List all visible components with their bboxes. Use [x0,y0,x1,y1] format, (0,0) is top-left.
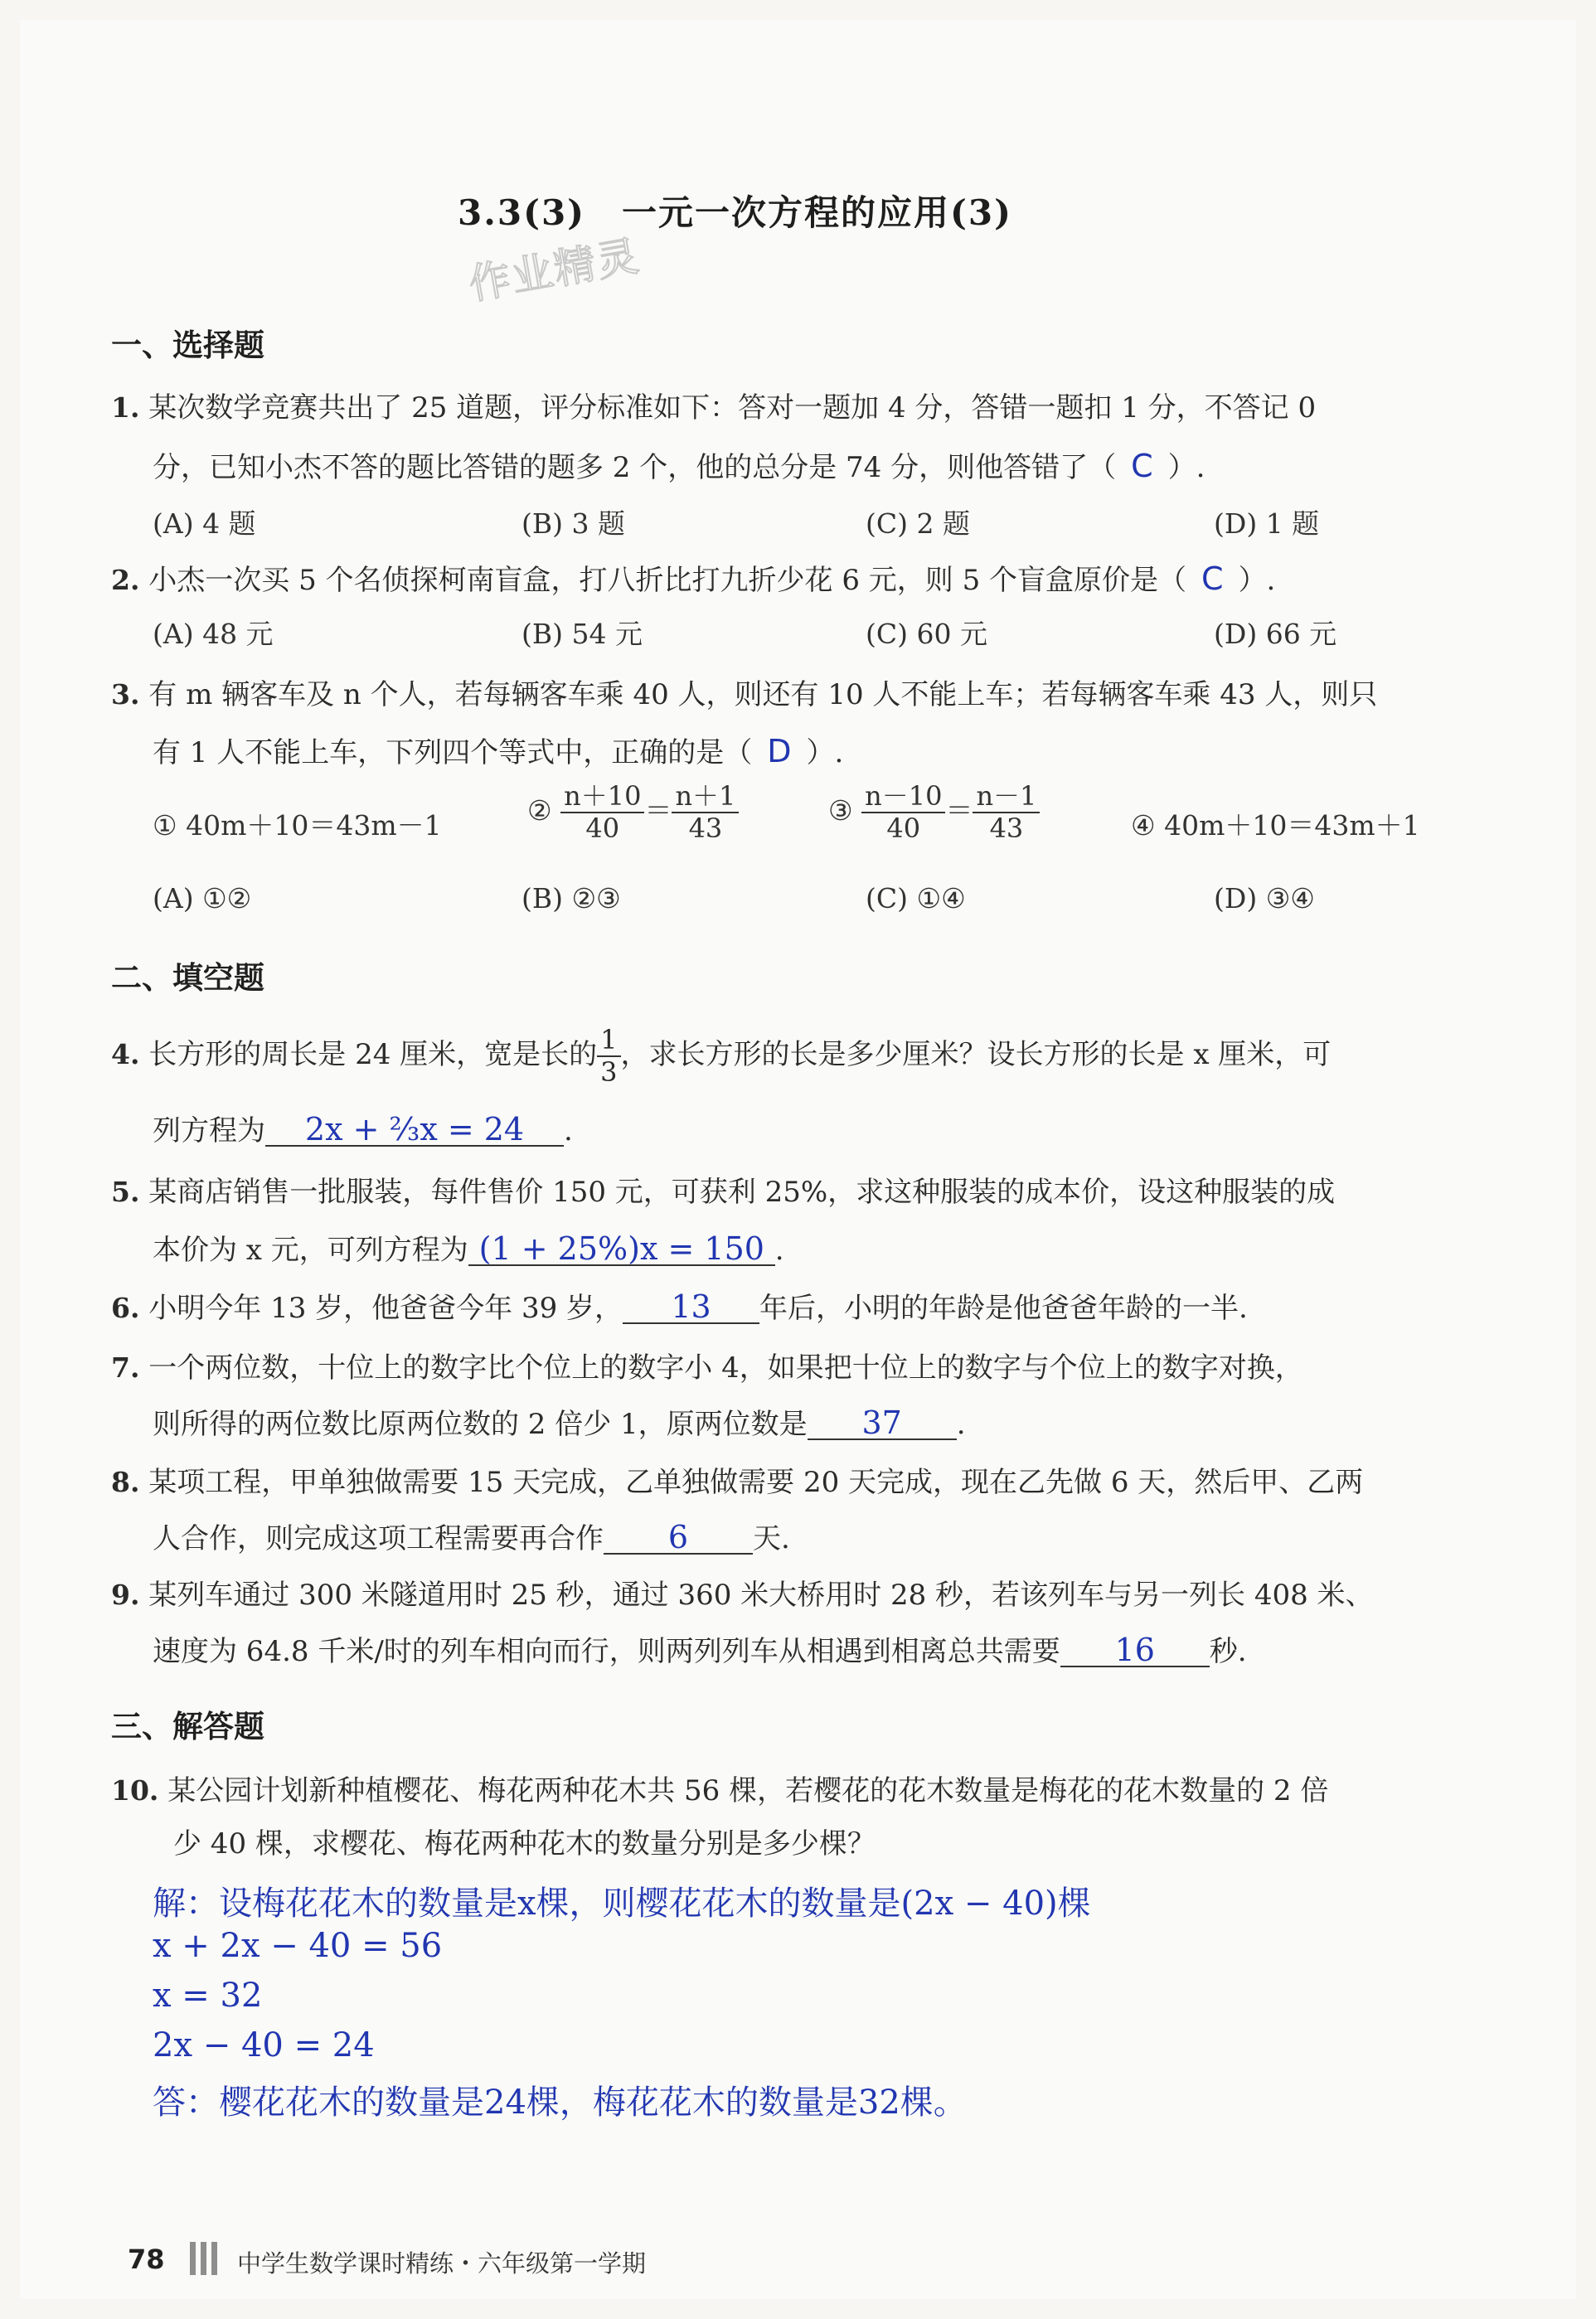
solution-line: 答：樱花花木的数量是24棵，梅花花木的数量是32棵。 [153,2084,967,2122]
footer-bars-decoration [190,2242,222,2275]
question-4-line-2 [153,1108,573,1148]
option-d: (D) ③④ [1214,882,1315,915]
equation-4: ④ 40m＋10＝43m＋1 [1131,809,1420,842]
question-number: 6. [111,1292,140,1324]
question-2 [111,557,1275,598]
question-text: 天. [753,1522,790,1555]
question-number: 7. [111,1351,140,1384]
equation-2: ② $\frac{n+10}{40}$ ＝ $\frac{n+1}{43}$ [527,781,739,844]
answer-blank: 16 [1060,1634,1210,1667]
question-text: 秒. [1209,1635,1247,1668]
answer-blank: 2x + ⅔x = 24 [265,1113,564,1147]
answer-choice: C [1201,560,1224,597]
question-number: 3. [111,678,140,711]
section-heading-fill: 二、填空题 [111,960,264,996]
question-text: ）. [1238,564,1276,597]
solution-line: x = 32 [153,1977,263,2015]
question-text: 有 1 人不能上车，下列四个等式中，正确的是（ [153,736,753,769]
book-title: 中学生数学课时精练・六年级第一学期 [237,2249,647,2278]
question-number: 2. [111,564,140,596]
watermark-logo: 作业精灵 [465,231,644,309]
solution-line: 解：设梅花花木的数量是x棵，则樱花花木的数量是(2x − 40)棵 [153,1885,1091,1923]
question-text: 则所得的两位数比原两位数的 2 倍少 1，原两位数是 [153,1408,808,1441]
question-text: 有 m 辆客车及 n 个人，若每辆客车乘 40 人，则还有 10 人不能上车；若每辆客车乘 43 人，则只 [148,678,1378,711]
question-number: 1. [111,391,140,424]
question-text: 某项工程，甲单独做需要 15 天完成，乙单独做需要 20 天完成，现在乙先做 6 天，然后甲、乙两 [148,1466,1364,1499]
fraction: $\frac{n-1}{43}$ [973,781,1040,844]
option-b: (B) 54 元 [521,618,643,650]
question-number: 10. [111,1774,159,1807]
question-9-line-2 [153,1628,1247,1669]
equation-label: ③ [828,793,853,827]
question-text: ，求长方形的长是多少厘米？设长方形的长是 x 厘米，可 [620,1037,1332,1071]
option-b: (B) ②③ [521,882,621,915]
answer-choice: C [1131,448,1153,484]
equation-3: ③ $\frac{n-10}{40}$ ＝ $\frac{n-1}{43}$ [828,781,1040,844]
answer-blank: 6 [604,1521,753,1555]
question-6 [111,1285,1248,1326]
option-d: (D) 1 题 [1214,507,1320,540]
question-text: ）. [806,736,844,769]
question-number: 9. [111,1579,140,1611]
question-text: 某列车通过 300 米隧道用时 25 秒，通过 360 米大桥用时 28 秒，若该列车与另一列长 408 米、 [148,1579,1374,1612]
question-5-line-2 [153,1227,784,1268]
equation-1: ① 40m＋10＝43m－1 [153,809,442,842]
option-c: (C) ①④ [866,882,966,915]
fraction: $\frac{n+10}{40}$ [560,781,644,844]
question-9 [111,1572,1374,1613]
fraction: $\frac{1}{3}$ [597,1025,620,1088]
question-number: 8. [111,1466,140,1498]
worksheet-page [20,20,1576,2299]
section-heading-solve: 三、解答题 [111,1709,264,1744]
section-heading-choice: 一、选择题 [111,327,264,363]
question-7-line-2 [153,1401,966,1442]
question-10-line-2: 少 40 棵，求樱花、梅花两种花木的数量分别是多少棵？ [173,1827,876,1861]
question-text: 分，已知小杰不答的题比答错的题多 2 个，他的总分是 74 分，则他答错了（ [153,451,1117,484]
question-10 [111,1768,1328,1808]
question-text: 列方程为 [153,1114,265,1147]
fraction: $\frac{n+1}{43}$ [672,781,739,844]
question-8 [111,1459,1363,1500]
question-text: 长方形的周长是 24 厘米，宽是长的 [148,1037,598,1071]
question-text: 某次数学竞赛共出了 25 道题，评分标准如下：答对一题加 4 分，答错一题扣 1 分，不答记 0 [148,391,1317,425]
equation-label: ② [527,793,552,827]
solution-line: x + 2x − 40 = 56 [153,1927,443,1965]
option-c: (C) 60 元 [866,618,987,650]
question-4 [111,1025,1331,1088]
fraction: $\frac{n-10}{40}$ [861,781,945,844]
question-text: 某公园计划新种植樱花、梅花两种花木共 56 棵，若樱花的花木数量是梅花的花木数量的 2 倍 [167,1774,1329,1807]
answer-blank: 13 [623,1291,759,1324]
option-a: (A) ①② [153,882,252,915]
page-title: 3.3(3) 一元一次方程的应用(3) [458,192,1013,233]
solution-line: 2x − 40 = 24 [153,2026,375,2064]
question-1-line-2 [153,444,1205,485]
question-8-line-2 [153,1516,790,1556]
question-5 [111,1169,1335,1210]
question-text: 小明今年 13 岁，他爸爸今年 39 岁， [148,1292,623,1325]
question-text: . [956,1408,966,1441]
option-c: (C) 2 题 [866,507,970,540]
question-text: 速度为 64.8 千米/时的列车相向而行，则两列列车从相遇到相离总共需要 [153,1635,1060,1668]
question-text: ）. [1167,451,1205,484]
option-a: (A) 4 题 [153,507,256,540]
option-a: (A) 48 元 [153,618,274,650]
question-text: 某商店销售一批服装，每件售价 150 元，可获利 25%，求这种服装的成本价，设这种服装的成 [148,1176,1336,1209]
answer-blank: 37 [808,1407,957,1440]
answer-blank: (1 + 25%)x = 150 [468,1233,775,1266]
question-text: 本价为 x 元，可列方程为 [153,1234,468,1267]
question-text: . [774,1234,784,1267]
question-3-line-2 [153,730,843,770]
question-number: 5. [111,1176,140,1208]
question-number: 4. [111,1037,140,1070]
page-number: 78 [128,2244,165,2275]
question-3 [111,672,1377,712]
question-text: . [564,1114,573,1147]
question-text: 一个两位数，十位上的数字比个位上的数字小 4，如果把十位上的数字与个位上的数字对换， [148,1351,1303,1385]
question-text: 人合作，则完成这项工程需要再合作 [153,1522,604,1555]
question-1 [111,385,1316,425]
question-text: 年后，小明的年龄是他爸爸年龄的一半. [759,1292,1248,1325]
option-b: (B) 3 题 [521,507,625,540]
question-7 [111,1345,1303,1385]
option-d: (D) 66 元 [1214,618,1337,650]
question-text: 小杰一次买 5 个名侦探柯南盲盒，打八折比打九折少花 6 元，则 5 个盲盒原价是（ [148,564,1187,597]
answer-choice: D [767,733,792,769]
